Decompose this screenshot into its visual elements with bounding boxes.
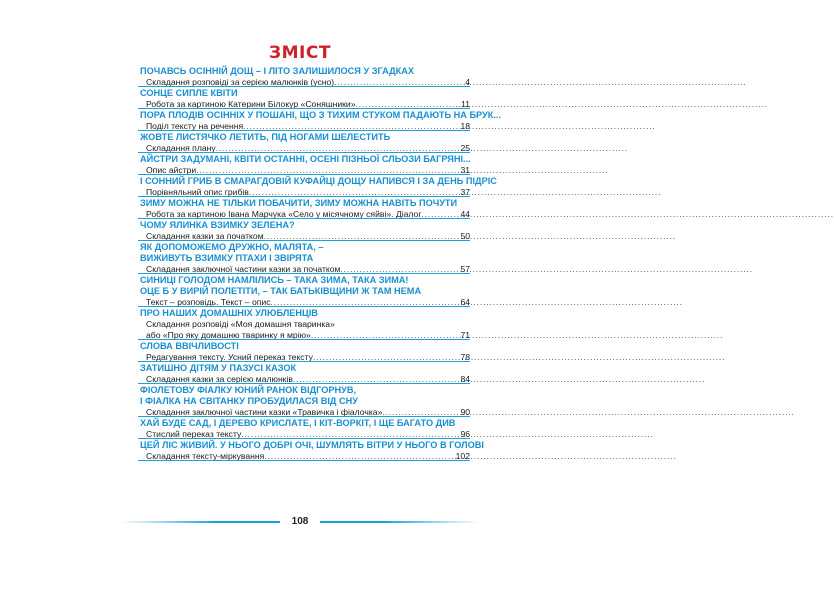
- section-heading: ЧОМУ ЯЛИНКА ВЗИМКУ ЗЕЛЕНА?: [140, 220, 295, 230]
- section-heading: ЯК ДОПОМОЖЕМО ДРУЖНО, МАЛЯТА, –: [140, 242, 324, 252]
- section-heading: ОЦЕ Б У ВИРІЙ ПОЛЕТІТИ, – ТАК БАТЬКІВЩИНИ Ж ТАМ НЕМА: [140, 286, 422, 296]
- section-heading: ПРО НАШИХ ДОМАШНІХ УЛЮБЛЕНЦІВ: [140, 308, 318, 318]
- toc-page-number: 96: [460, 429, 470, 439]
- section-heading: ХАЙ БУДЕ САД, І ДЕРЕВО КРИСЛАТЕ, І КІТ-ВОРКІТ, І ЩЕ БАГАТО ДИВ: [140, 418, 456, 428]
- toc-item-text: Стислий переказ тексту: [146, 429, 242, 439]
- toc-page-number: 57: [460, 264, 470, 274]
- section-heading: СИНИЦІ ГОЛОДОМ НАМЛІЛИСЬ – ТАКА ЗИМА, ТАКА ЗИМА!: [140, 275, 409, 285]
- dot-leader: [421, 209, 459, 220]
- toc-page-number: 84: [460, 374, 470, 384]
- page-title: ЗМІСТ: [269, 43, 331, 63]
- toc-item: [140, 451, 470, 462]
- toc-page-number: 4: [465, 77, 470, 87]
- dot-leader: [311, 330, 460, 341]
- toc-item: [140, 297, 470, 308]
- table-of-contents: [140, 66, 502, 462]
- toc-item-text: Порівняльний опис грибів: [146, 187, 249, 197]
- toc-section: [140, 308, 470, 341]
- toc-item-text: Робота за картиною Катерини Білокур «Соняшники»: [146, 99, 356, 109]
- toc-section: [140, 275, 470, 308]
- toc-section: [140, 132, 470, 154]
- toc-item: [140, 374, 470, 385]
- section-heading: АЙСТРИ ЗАДУМАНІ, КВІТИ ОСТАННІ, ОСЕНІ ПІЗНЬОЇ СЛЬОЗИ БАГРЯНІ...: [140, 154, 471, 164]
- toc-item-text: Робота за картиною Івана Марчука «Село у місячному сяйві». Діалог: [146, 209, 422, 219]
- section-heading: ЗИМУ МОЖНА НЕ ТІЛЬКИ ПОБАЧИТИ, ЗИМУ МОЖНА НАВІТЬ ПОЧУТИ: [140, 198, 458, 208]
- toc-page-number: 31: [460, 165, 470, 175]
- toc-item: [140, 165, 470, 176]
- footer-rule-right: [320, 521, 480, 523]
- toc-item: [140, 264, 470, 275]
- toc-page-number: 25: [460, 143, 470, 153]
- dot-leader: [382, 407, 459, 418]
- toc-item: [140, 77, 470, 88]
- toc-page-number: 78: [460, 352, 470, 362]
- toc-item-text: Складання заключної частини казки за початком: [146, 264, 341, 274]
- toc-section: [140, 341, 470, 363]
- dot-leader: [243, 121, 459, 132]
- section-heading: І СОННИЙ ГРИБ В СМАРАГДОВІЙ КУФАЙЦІ ДОЩУ НАПИВСЯ І ЗА ДЕНЬ ПІДРІС: [140, 176, 497, 186]
- section-heading: І ФІАЛКА НА СВІТАНКУ ПРОБУДИЛАСЯ ВІД СНУ: [140, 396, 358, 406]
- toc-item: [140, 99, 470, 110]
- page-footer: [0, 515, 600, 529]
- dot-leader: [334, 77, 464, 88]
- section-heading: ЦЕЙ ЛІС ЖИВИЙ. У НЬОГО ДОБРІ ОЧІ, ШУМЛЯТЬ ВІТРИ У НЬОГО В ГОЛОВІ: [140, 440, 484, 450]
- toc-page-number: 44: [460, 209, 470, 219]
- toc-section: [140, 220, 470, 242]
- dot-leader: [340, 264, 459, 275]
- toc-item-text: Складання казки за початком: [146, 231, 264, 241]
- section-heading: СЛОВА ВВІЧЛИВОСТІ: [140, 341, 239, 351]
- toc-section: [140, 363, 470, 385]
- section-heading: ПОРА ПЛОДІВ ОСІННІХ У ПОШАНІ, ЩО З ТИХИМ СТУКОМ ПАДАЮТЬ НА БРУК...: [140, 110, 502, 120]
- section-heading: ЗАТИШНО ДІТЯМ У ПАЗУСІ КАЗОК: [140, 363, 297, 373]
- section-heading: ЖОВТЕ ЛИСТЯЧКО ЛЕТИТЬ, ПІД НОГАМИ ШЕЛЕСТИТЬ: [140, 132, 391, 142]
- dot-leader: [271, 297, 460, 308]
- section-heading: СОНЦЕ СИПЛЕ КВІТИ: [140, 88, 238, 98]
- toc-page-number: 37: [460, 187, 470, 197]
- toc-section: [140, 440, 484, 462]
- page-number: 108: [291, 516, 309, 527]
- toc-item-text: Складання тексту-міркування: [146, 451, 265, 461]
- toc-item-text: Складання заключної частини казки «Травичка і фіалочка»: [146, 407, 383, 417]
- toc-section: [140, 176, 497, 198]
- toc-item: [140, 231, 470, 242]
- dot-leader: [293, 374, 460, 385]
- dot-leader: [216, 143, 460, 154]
- dot-leader: [264, 451, 454, 462]
- toc-section: [140, 154, 470, 176]
- toc-page-number: 11: [461, 99, 470, 109]
- toc-item: [140, 121, 470, 132]
- section-heading: ФІОЛЕТОВУ ФІАЛКУ ЮНИЙ РАНОК ВІДГОРНУВ,: [140, 385, 357, 395]
- toc-item: [140, 352, 470, 363]
- toc-item: [140, 209, 470, 220]
- toc-item-text: Складання розповіді «Моя домашня тваринка»: [146, 319, 335, 329]
- toc-page-number: 18: [460, 121, 470, 131]
- toc-section: [140, 242, 470, 275]
- toc-page-number: 71: [460, 330, 470, 340]
- toc-item-text: Складання розповіді за серією малюнків (усно): [146, 77, 335, 87]
- toc-section: [140, 385, 470, 418]
- dot-leader: [196, 165, 459, 176]
- toc-section: [140, 66, 470, 88]
- toc-page-number: 90: [460, 407, 470, 417]
- toc-page-number: 64: [460, 297, 470, 307]
- dot-leader: [264, 231, 460, 242]
- toc-item-text: Редагування тексту. Усний переказ тексту: [146, 352, 313, 362]
- toc-item-text: Складання казки за серією малюнків: [146, 374, 293, 384]
- toc-item: [140, 429, 470, 440]
- toc-item: [140, 187, 470, 198]
- toc-page-number: 102: [455, 451, 470, 461]
- section-heading: ПОЧАВСЬ ОСІННІЙ ДОЩ – І ЛІТО ЗАЛИШИЛОСЯ У ЗГАДКАХ: [140, 66, 415, 76]
- toc-item: [140, 407, 470, 418]
- dot-leader: [313, 352, 460, 363]
- toc-section: [140, 110, 502, 132]
- section-heading: ВИЖИВУТЬ ВЗИМКУ ПТАХИ І ЗВІРЯТА: [140, 253, 314, 263]
- toc-section: [140, 88, 470, 110]
- dot-leader: [356, 99, 461, 110]
- toc-item-text: Опис айстри: [146, 165, 197, 175]
- toc-item-text: Поділ тексту на речення: [146, 121, 244, 131]
- toc-item-text: Складання плану: [146, 143, 216, 153]
- dot-leader: [249, 187, 460, 198]
- toc-section: [140, 418, 470, 440]
- toc-page-number: 50: [460, 231, 470, 241]
- dot-leader: [241, 429, 459, 440]
- toc-item-text: або «Про яку домашню тваринку я мрію»: [146, 330, 311, 340]
- toc-section: [140, 198, 470, 220]
- toc-item-text: Текст – розповідь. Текст – опис: [146, 297, 271, 307]
- toc-item: [140, 143, 470, 154]
- toc-item: [140, 330, 470, 341]
